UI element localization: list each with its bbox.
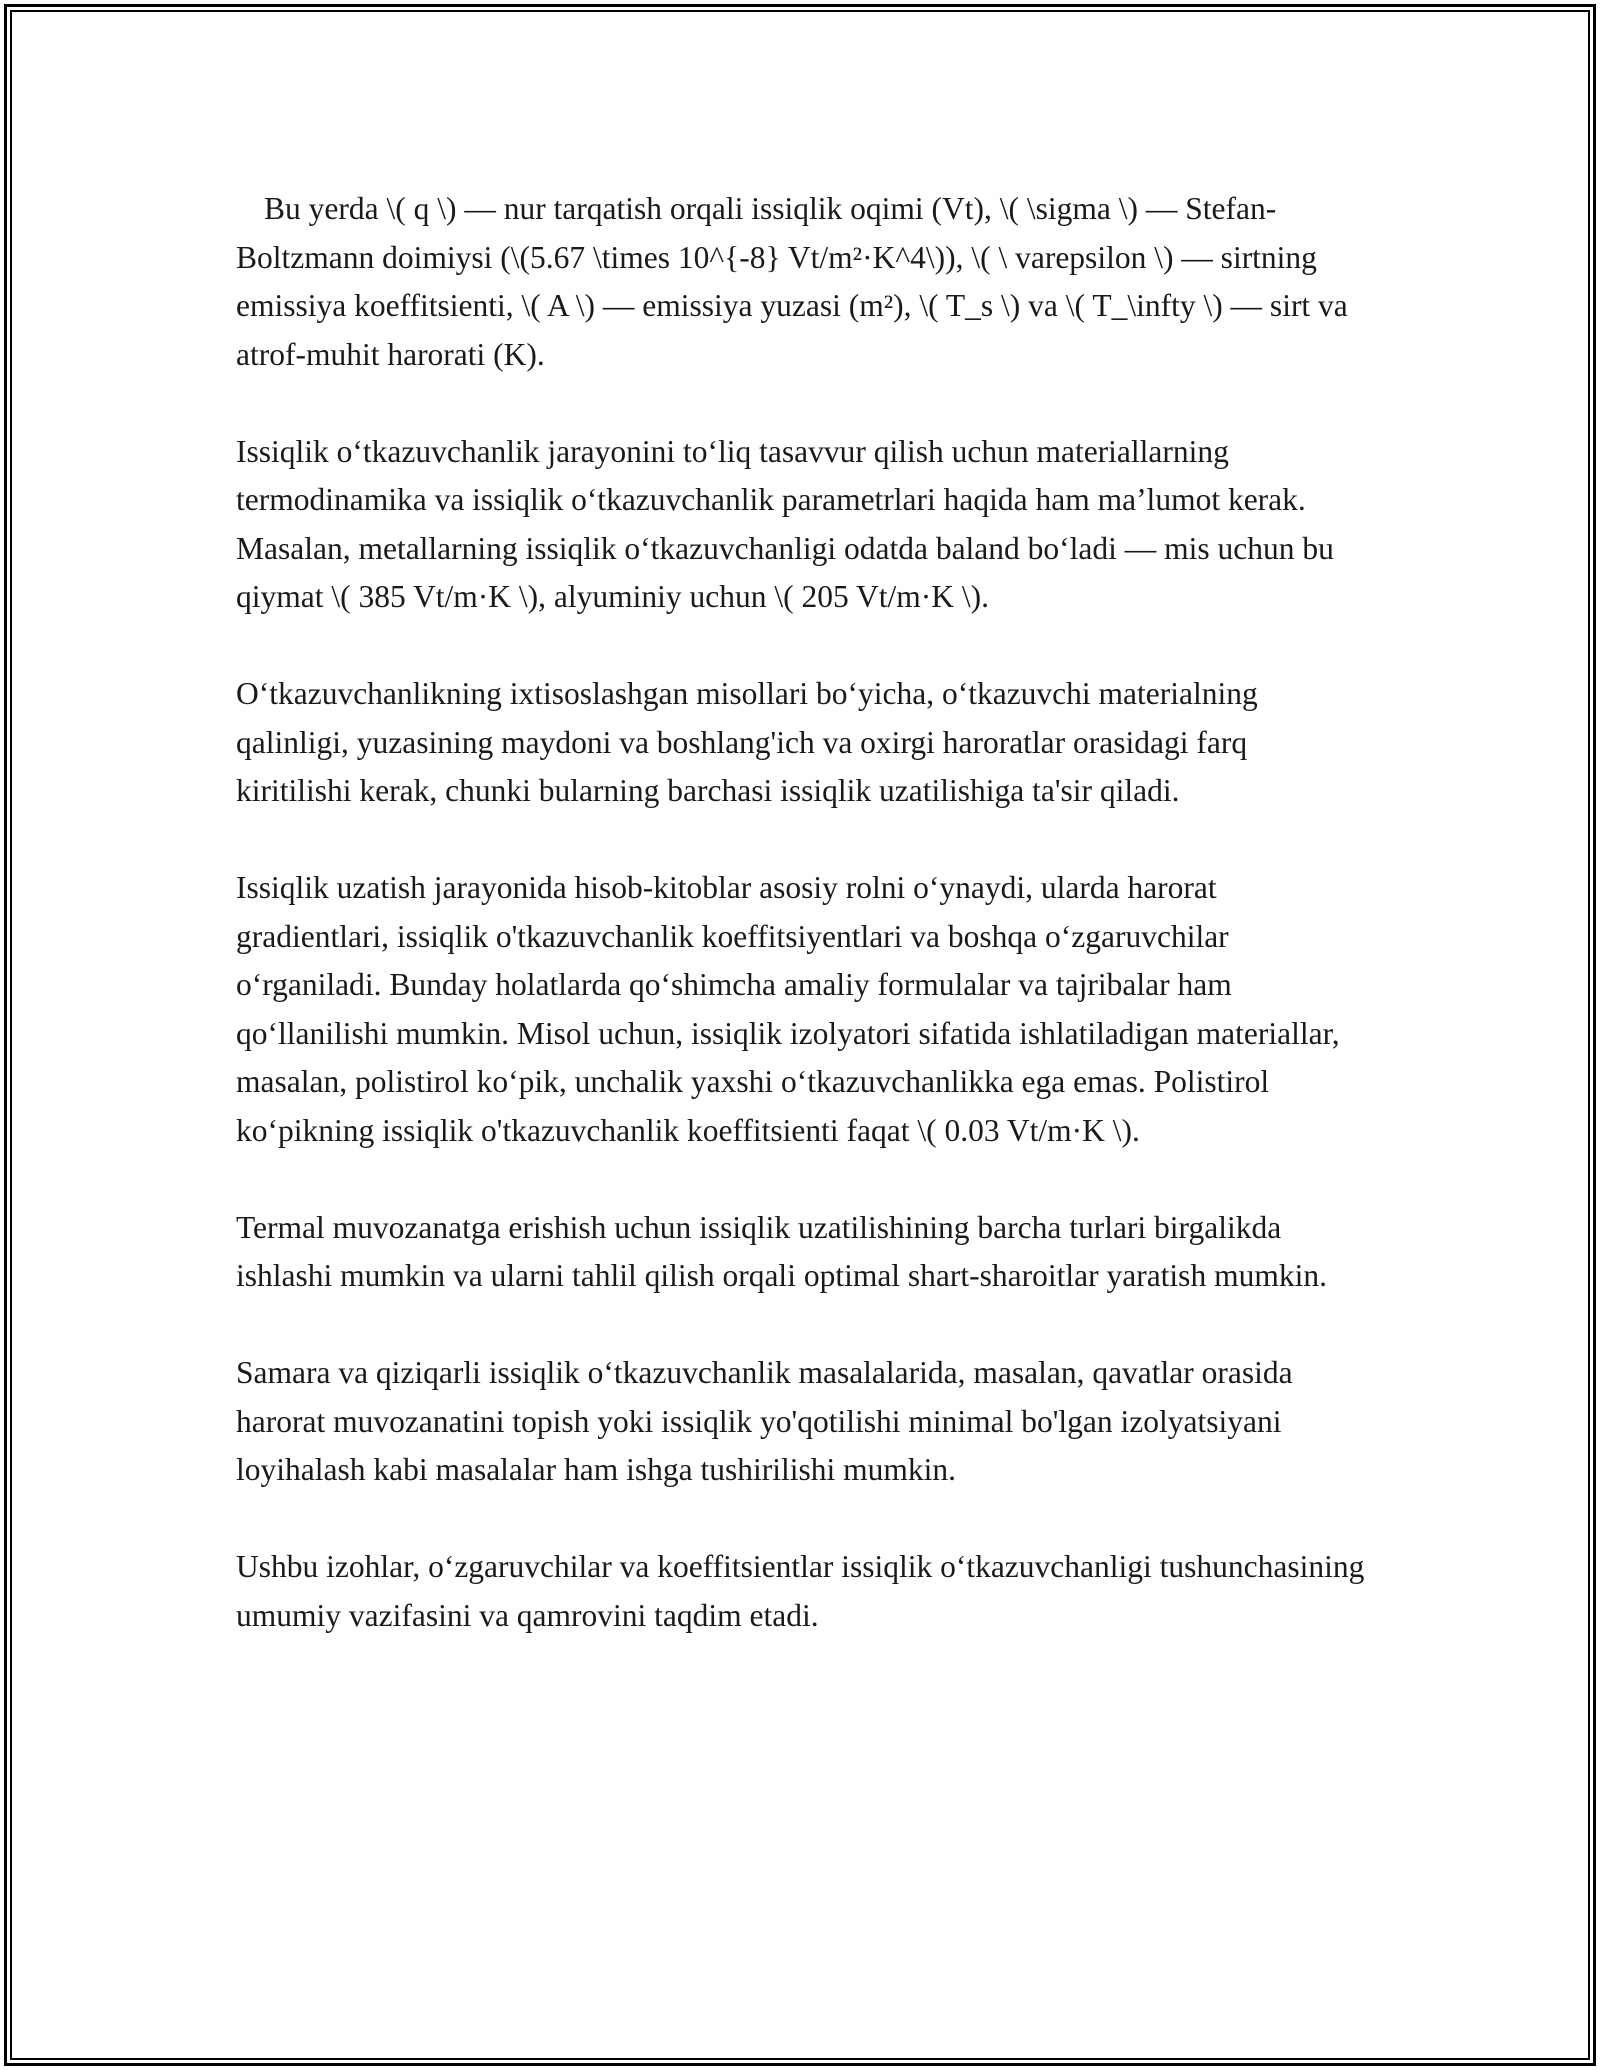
paragraph-radiation-definitions: Bu yerda \( q \) — nur tarqatish orqali issiqlik oqimi (Vt), \( \sigma \) — Stefan-Boltzmann doimiysi (\(5.67 \times 10^{-8} Vt/m²·K^4\)), \( \ varepsilon \) — sirtning emissiya koeffitsienti, \( A \) — emissiya yuzasi (m²), \( T_s \) va \( T_\infty \) — sirt va atrof-muhit harorati (K).	[236, 191, 1348, 372]
paragraph-conduction-examples: O‘tkazuvchanlikning ixtisoslashgan misollari bo‘yicha, o‘tkazuvchi materialning qalinligi, yuzasining maydoni va boshlang'ich va oxirgi haroratlar orasidagi farq kiritilishi kerak, chunki bularning barchasi issiqlik uzatilishiga ta'sir qiladi.	[236, 676, 1258, 808]
paragraph-thermal-equilibrium: Termal muvozanatga erishish uchun issiqlik uzatilishining barcha turlari birgalikda ishlashi mumkin va ularni tahlil qilish orqali optimal shart-sharoitlar yaratish mumkin.	[236, 1209, 1327, 1293]
paragraph-heat-transfer-calculations: Issiqlik uzatish jarayonida hisob-kitoblar asosiy rolni o‘ynaydi, ularda harorat gradientlari, issiqlik o'tkazuvchanlik koeffitsiyentlari va boshqa o‘zgaruvchilar o‘rganiladi. Bunday holatlarda qo‘shimcha amaliy formulalar va tajribalar ham qo‘llanilishi mumkin. Misol uchun, issiqlik izolyatori sifatida ishlatiladigan materiallar, masalan, polistirol ko‘pik, unchalik yaxshi o‘tkazuvchanlikka ega emas. Polistirol ko‘pikning issiqlik o'tkazuvchanlik koeffitsienti faqat \( 0.03 Vt/m·K \).	[236, 870, 1340, 1148]
paragraph-insulation-problems: Samara va qiziqarli issiqlik o‘tkazuvchanlik masalalarida, masalan, qavatlar orasida harorat muvozanatini topish yoki issiqlik yo'qotilishi minimal bo'lgan izolyatsiyani loyihalash kabi masalalar ham ishga tushirilishi mumkin.	[236, 1355, 1293, 1487]
document-body	[236, 185, 1366, 1689]
paragraph-material-conductivity: Issiqlik o‘tkazuvchanlik jarayonini to‘liq tasavvur qilish uchun materiallarning termodinamika va issiqlik o‘tkazuvchanlik parametrlari haqida ham ma’lumot kerak. Masalan, metallarning issiqlik o‘tkazuvchanligi odatda baland bo‘ladi — mis uchun bu qiymat \( 385 Vt/m·K \), alyuminiy uchun \( 205 Vt/m·K \).	[236, 433, 1334, 614]
paragraph-summary: Ushbu izohlar, o‘zgaruvchilar va koeffitsientlar issiqlik o‘tkazuvchanligi tushunchasining umumiy vazifasini va qamrovini taqdim etadi.	[236, 1549, 1365, 1633]
